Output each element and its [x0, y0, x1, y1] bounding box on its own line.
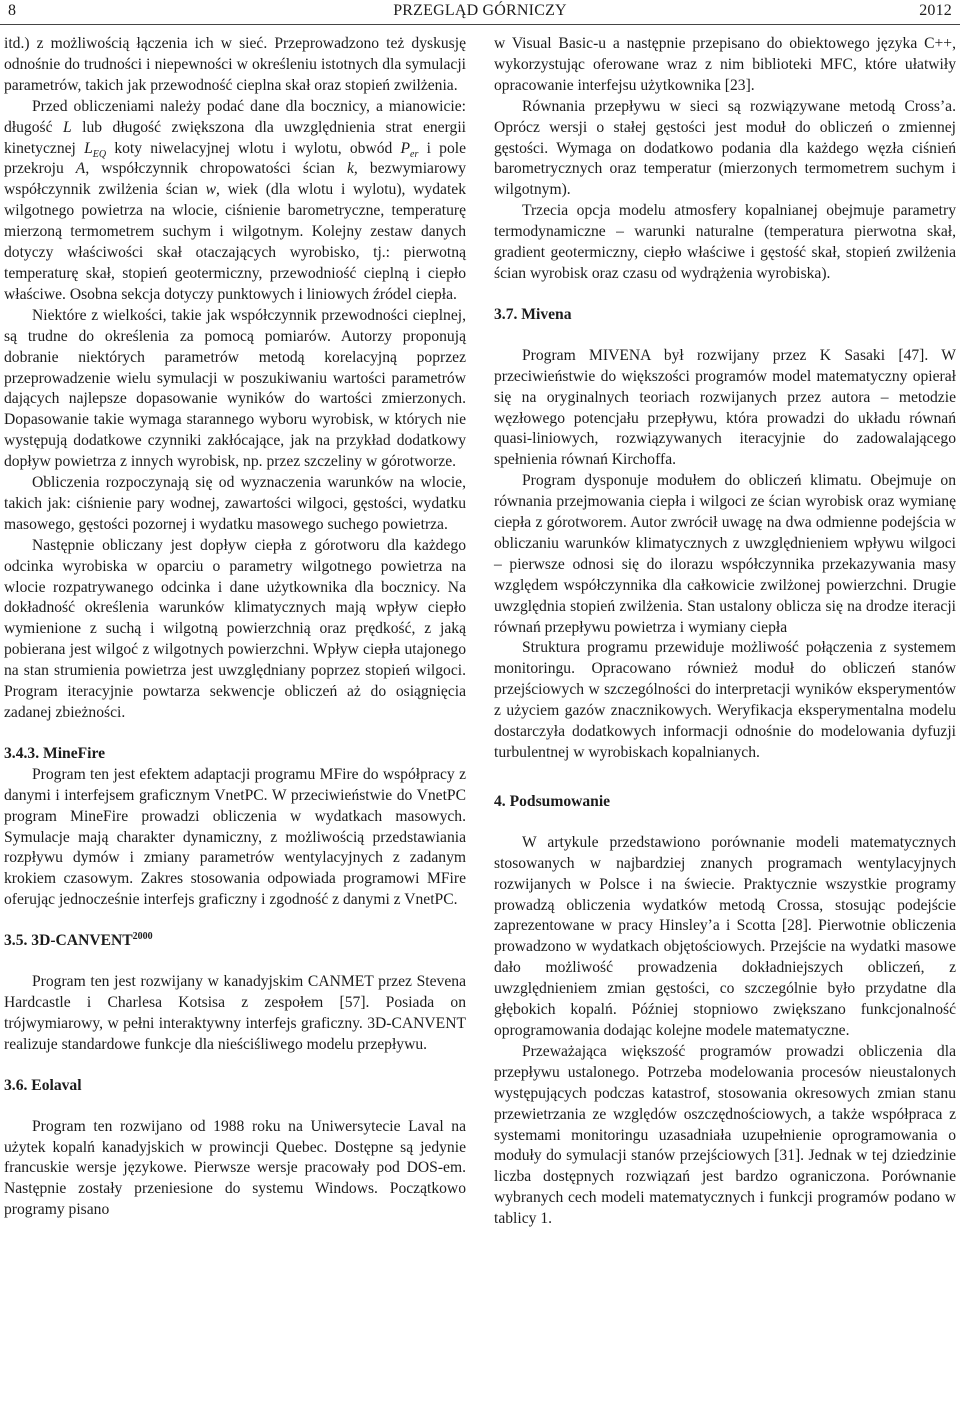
running-header — [8, 0, 952, 24]
paragraph: Program ten jest efektem adaptacji programu MFire do współpracy z danymi i interfejsem graficznym VnetPC. W przeciwieństwie do VnetPC program MineFire prowadzi obliczenia w wydatkach masowych. Symulacje mają charakter dynamiczny, z możliwością przedstawiania rozpływu dymów i zmiany parametrów wentylacyjnych z zadanym krokiem czasowym. Zakres stosowania odpowiada programowi MFire oferując jednocześnie interfejs graficzny i zgodność z danymi z VnetPC. — [4, 765, 466, 909]
paragraph: w Visual Basic-u a następnie przepisano do obiektowego języka C++, wykorzystując oferowane wraz z nim biblioteki MFC, które ułatwiły opracowanie interfejsu użytkownika [23]. — [494, 35, 956, 94]
paragraph: Następnie obliczany jest dopływ ciepła z górotworu dla każdego odcinka wyrobiska w oparciu o parametry wilgotnego powietrza na wlocie rozpatrywanego odcinka i dane użytkownika dla bocznicy. Na dokładność określenia warunków klimatycznych mają wpływ ciepło wymienione z suchą i wilgotną powierzchnią oraz prędkość, z jaką pobierana jest wilgoć z wilgotnych powierzchni. Wpływ ciepła utajonego na stan strumienia powietrza jest uwzględniany poprzez stopień wilgoci. Program iteracyjnie powtarza sekwencje obliczeń aż do osiągnięcia zadanej zbieżności. — [4, 536, 466, 721]
paragraph: Program dysponuje modułem do obliczeń klimatu. Obejmuje on równania przejmowania ciepła i wilgoci ze ścian wyrobisk oraz wymianę ciepła z górotworem. Autor zwrócił uwagę na dwa odmienne podejścia w obliczaniu warunków klimatycznych z uwzględnieniem wpływu wilgoci – pierwsze odnosi się do ilorazu współczynnika przekazywania masy względem współczynnika dla całkowicie zwilżonej powierzchni. Drugie uwzględnia stopień zwilżenia. Stan ustalony oblicza się na drodze iteracji równań przepływu powietrza i wymiany ciepła — [494, 472, 956, 636]
paragraph: Trzecia opcja modelu atmosfery kopalnianej obejmuje parametry termodynamiczne – warunki naturalne (temperatura pierwotna skał, gradient geotermiczny, ciepło właściwe i gęstość skał, stopień zwilżenia ścian wyrobisk oraz czasu od wydrążenia wyrobiska). — [494, 202, 956, 282]
journal-year: 2012 — [919, 2, 952, 19]
paragraph: W artykule przedstawiono porównanie modeli matematycznych stosowanych w najbardziej znanych programach wentylacyjnych rozwijanych w Polsce i na świecie. Praktycznie wszystkie programy prowadzą obliczenia wydatków metodą Crossa, stosując podejście zaprezentowane w pracy Hinsley’a i Scotta [28]. Pierwotnie obliczenia prowadzono w wydatkach objętościowych. Przejście na wydatki masowe dało możliwość prowadzenia dokładniejszych obliczeń, z uwzględnieniem zmian gęstości, co szczególnie było przydatne dla głębokich kopalń. Później stopniowo zwiększano funkcjonalność oprogramowania dodając kolejne modele matematyczne. — [494, 833, 956, 1039]
paragraph: Program ten rozwijano od 1988 roku na Uniwersytecie Laval na użytek kopalń kanadyjskich w prowincji Quebec. Dostępne są jedynie francuskie wersje językowe. Pierwsze wersje pracowały pod DOS-em. Następnie zostały przeniesione do systemu Windows. Początkowo programy pisano — [4, 1117, 466, 1219]
right-column — [494, 34, 956, 1230]
paragraph: Obliczenia rozpoczynają się od wyznaczenia warunków na wlocie, takich jak: ciśnienie pary wodnej, zawartości wilgoci, gęstości, wydatku masowego, gęstości pozornej i wydatku masowego suchego powietrza. — [4, 474, 466, 533]
paragraph: Przeważająca większość programów prowadzi obliczenia dla przepływu ustalonego. Potrzeba modelowania procesów nieustalonych występujących podczas katastrof, stosowania okresowych zmian stanu przewietrzania ze względów oszczędnościowych, a także współpraca z systemami monitoringu uzasadniała uzupełnienie oprogramowania o moduły do symulacji stanów przejściowych [31]. Jednak w tej dziedzinie liczba dostępnych rozwiązań jest bardzo ograniczona. Porównanie wybranych cech modeli matematycznych i funkcji programów podano w tablicy 1. — [494, 1042, 956, 1228]
paragraph: Program ten jest rozwijany w kanadyjskim CANMET przez Stevena Hardcastle i Charlesa Kotsisa z zespołem [57]. Posiada on trójwymiarowy, w pełni interaktywny interfejs graficzny. 3D-CANVENT realizuje standardowe funkcje dla nieściśliwego modelu przepływu. — [4, 973, 466, 1053]
left-column — [4, 34, 466, 1221]
section-heading-4: 4. Podsumowanie — [494, 792, 611, 810]
section-heading-3-4-3: 3.4.3. MineFire — [4, 744, 106, 762]
journal-title: PRZEGLĄD GÓRNICZY — [393, 2, 567, 19]
section-heading-3-7: 3.7. Mivena — [494, 305, 572, 323]
paragraph: Równania przepływu w sieci są rozwiązywane metodą Cross’a. Oprócz wersji o stałej gęstości jest moduł do obliczeń o zmiennej gęstości. Wymaga on dodatkowo podania dla każdego węzła ciśnień barometrycznych oraz temperatur (mierzonych termometrem suchym i wilgotnym). — [494, 97, 956, 199]
header-rule — [0, 24, 960, 25]
paragraph: Przed obliczeniami należy podać dane dla bocznicy, a mianowicie: długość L lub długość zwiększona dla uwzględnienia strat energii kinetycznej $L_{EQ}$ koty niwelacyjnej wlotu i wylotu, obwód $P_{er}$ i pole przekroju A, współczynnik chropowatości ścian k, bezwymiarowy współczynnik zwilżenia ścian w, wiek (dla wlotu i wylotu), wydatek wilgotnego powietrza na wlocie, ciśnienie barometryczne, temperaturę mierzoną termometrem suchym i wilgotnym. Kolejny zestaw danych dotyczy właściwości skał otaczających wyrobisko, tj.: pierwotną temperaturę skał, stopień geotermiczny, przewodniość cieplną i ciepło właściwe. Osobna sekcja dotyczy punktowych i liniowych źródel ciepła. — [4, 97, 466, 303]
paragraph: itd.) z możliwością łączenia ich w sieć. Przeprowadzono też dyskusję odnośnie do trudności i niepewności w określeniu istotnych dla symulacji parametrów, takich jak przewodność cieplna skał oraz stopień zwilżenia. — [4, 35, 466, 94]
paragraph: Niektóre z wielkości, takie jak współczynnik przewodności cieplnej, są trudne do określenia za pomocą pomiarów. Autorzy proponują dobranie niektórych parametrów metodą korelacyjną poprzez przeprowadzenie wielu symulacji w poszukiwaniu wartości parametrów dających najlepsze dopasowanie wyników do wartości zmierzonych. Dopasowanie takie wymaga starannego wyboru wyrobisk, w których nie występują dodatkowe czynniki zakłócające, jak na przykład dodatkowy dopływ powietrza z innych wyrobisk, np. przez szczeliny w górotworze. — [4, 306, 466, 471]
paragraph: Program MIVENA był rozwijany przez K Sasaki [47]. W przeciwieństwie do większości programów model matematyczny opierał się na oryginalnych teoriach rozwijanych przez autora – metodzie węzłowego potencjału przepływu, która prowadzi do układu równań quasi-liniowych, rozwiązywanych iteracyjnie do zadowalającego spełnienia równań Kirchoffa. — [494, 346, 956, 469]
page-number: 8 — [8, 2, 17, 19]
paragraph: Struktura programu przewiduje możliwość połączenia z systemem monitoringu. Opracowano również moduł do obliczeń stanów przejściowych w szczególności do interpretacji wyników eksperymentów z użyciem gazów znacznikowych. Weryfikacja eksperymentalna modelu dostarczyła dodatkowych informacji odnośnie do modelowania dyfuzji turbulentnej w wyrobiskach kopalnianych. — [494, 639, 956, 761]
section-heading-3-5: 3.5. $3D-CANVENT^{2000}$ — [4, 930, 153, 950]
section-heading-3-6: 3.6. Eolaval — [4, 1076, 82, 1094]
